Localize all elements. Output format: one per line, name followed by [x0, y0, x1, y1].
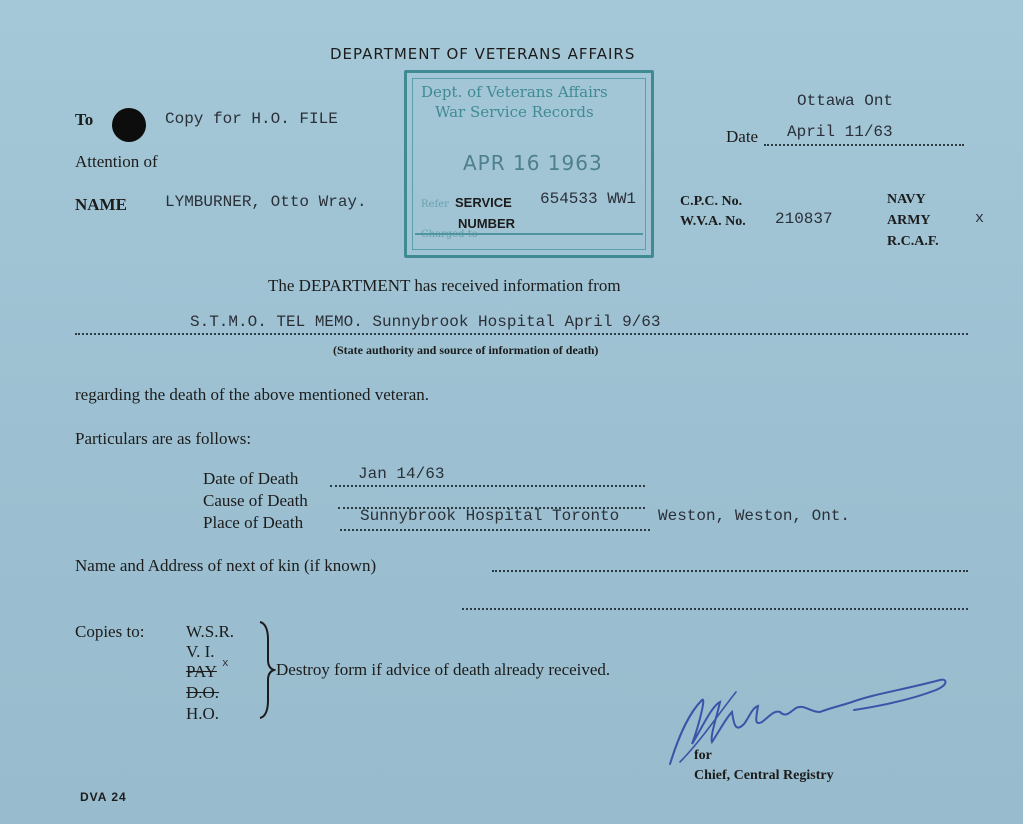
veteran-name: LYMBURNER, Otto Wray.: [165, 193, 367, 211]
filled-bullet-mark: [112, 108, 146, 142]
copy-ho: H.O.: [186, 704, 220, 723]
place-of-death-line: [340, 529, 650, 531]
attention-label: Attention of: [75, 152, 158, 171]
date-of-death-value: Jan 14/63: [358, 465, 445, 483]
wva-value: 210837: [775, 210, 833, 228]
branch-army: ARMY: [887, 213, 931, 228]
source-caption: (State authority and source of information of death): [333, 343, 599, 357]
army-mark: x: [975, 210, 985, 227]
form-code: DVA 24: [80, 790, 127, 804]
date-line: [764, 144, 964, 146]
to-label: To: [75, 110, 94, 129]
copy-pay: PAY: [186, 662, 217, 681]
service-number-value: 654533 WW1: [540, 190, 637, 208]
next-of-kin-line-2: [462, 608, 968, 610]
branch-navy: NAVY: [887, 192, 926, 207]
source-line: [75, 333, 968, 335]
date-of-death-line: [330, 485, 645, 487]
stamp-line-1: Dept. of Veterans Affairs: [421, 83, 608, 101]
copy-vi: V. I.: [186, 642, 215, 661]
department-title: DEPARTMENT OF VETERANS AFFAIRS: [330, 45, 636, 63]
next-of-kin-label: Name and Address of next of kin (if known): [75, 556, 377, 575]
wva-label: W.V.A. No.: [680, 214, 746, 229]
stamp-rule: [415, 233, 643, 235]
date-of-death-label: Date of Death: [203, 469, 299, 488]
for-label: for: [694, 748, 712, 763]
name-label: NAME: [75, 195, 127, 214]
to-value: Copy for H.O. FILE: [165, 110, 338, 128]
handwritten-signature: [640, 672, 960, 772]
stamp-refer-text: Refer: [421, 199, 449, 210]
destroy-note: Destroy form if advice of death already received.: [276, 660, 611, 679]
copy-wsr: W.S.R.: [186, 622, 235, 641]
copies-to-label: Copies to:: [75, 622, 145, 641]
place-of-death-value: Sunnybrook Hospital Toronto: [360, 507, 620, 525]
place-of-death-label: Place of Death: [203, 513, 304, 532]
cause-of-death-label: Cause of Death: [203, 491, 308, 510]
cpc-label: C.P.C. No.: [680, 194, 743, 209]
copy-do: D.O.: [186, 683, 220, 702]
chief-central-registry: Chief, Central Registry: [694, 768, 834, 783]
city: Ottawa Ont: [797, 92, 894, 110]
stamp-line-2: War Service Records: [435, 103, 594, 121]
copy-pay-mark: x: [222, 658, 229, 670]
service-label: SERVICE: [455, 195, 512, 210]
date-label: Date: [726, 127, 759, 146]
right-brace-icon: [258, 620, 276, 720]
particulars-label: Particulars are as follows:: [75, 429, 252, 448]
number-label: NUMBER: [458, 216, 516, 231]
stamp-received-date: APR 16 1963: [463, 151, 603, 175]
branch-rcaf: R.C.A.F.: [887, 234, 939, 249]
information-source: S.T.M.O. TEL MEMO. Sunnybrook Hospital April 9/63: [190, 313, 661, 331]
place-of-death-extra: Weston, Weston, Ont.: [658, 507, 851, 525]
regarding-statement: regarding the death of the above mentioned veteran.: [75, 385, 430, 404]
next-of-kin-line-1: [492, 570, 968, 572]
date-value: April 11/63: [787, 123, 893, 141]
received-statement: The DEPARTMENT has received information from: [268, 276, 621, 295]
war-service-records-stamp: [404, 70, 654, 258]
